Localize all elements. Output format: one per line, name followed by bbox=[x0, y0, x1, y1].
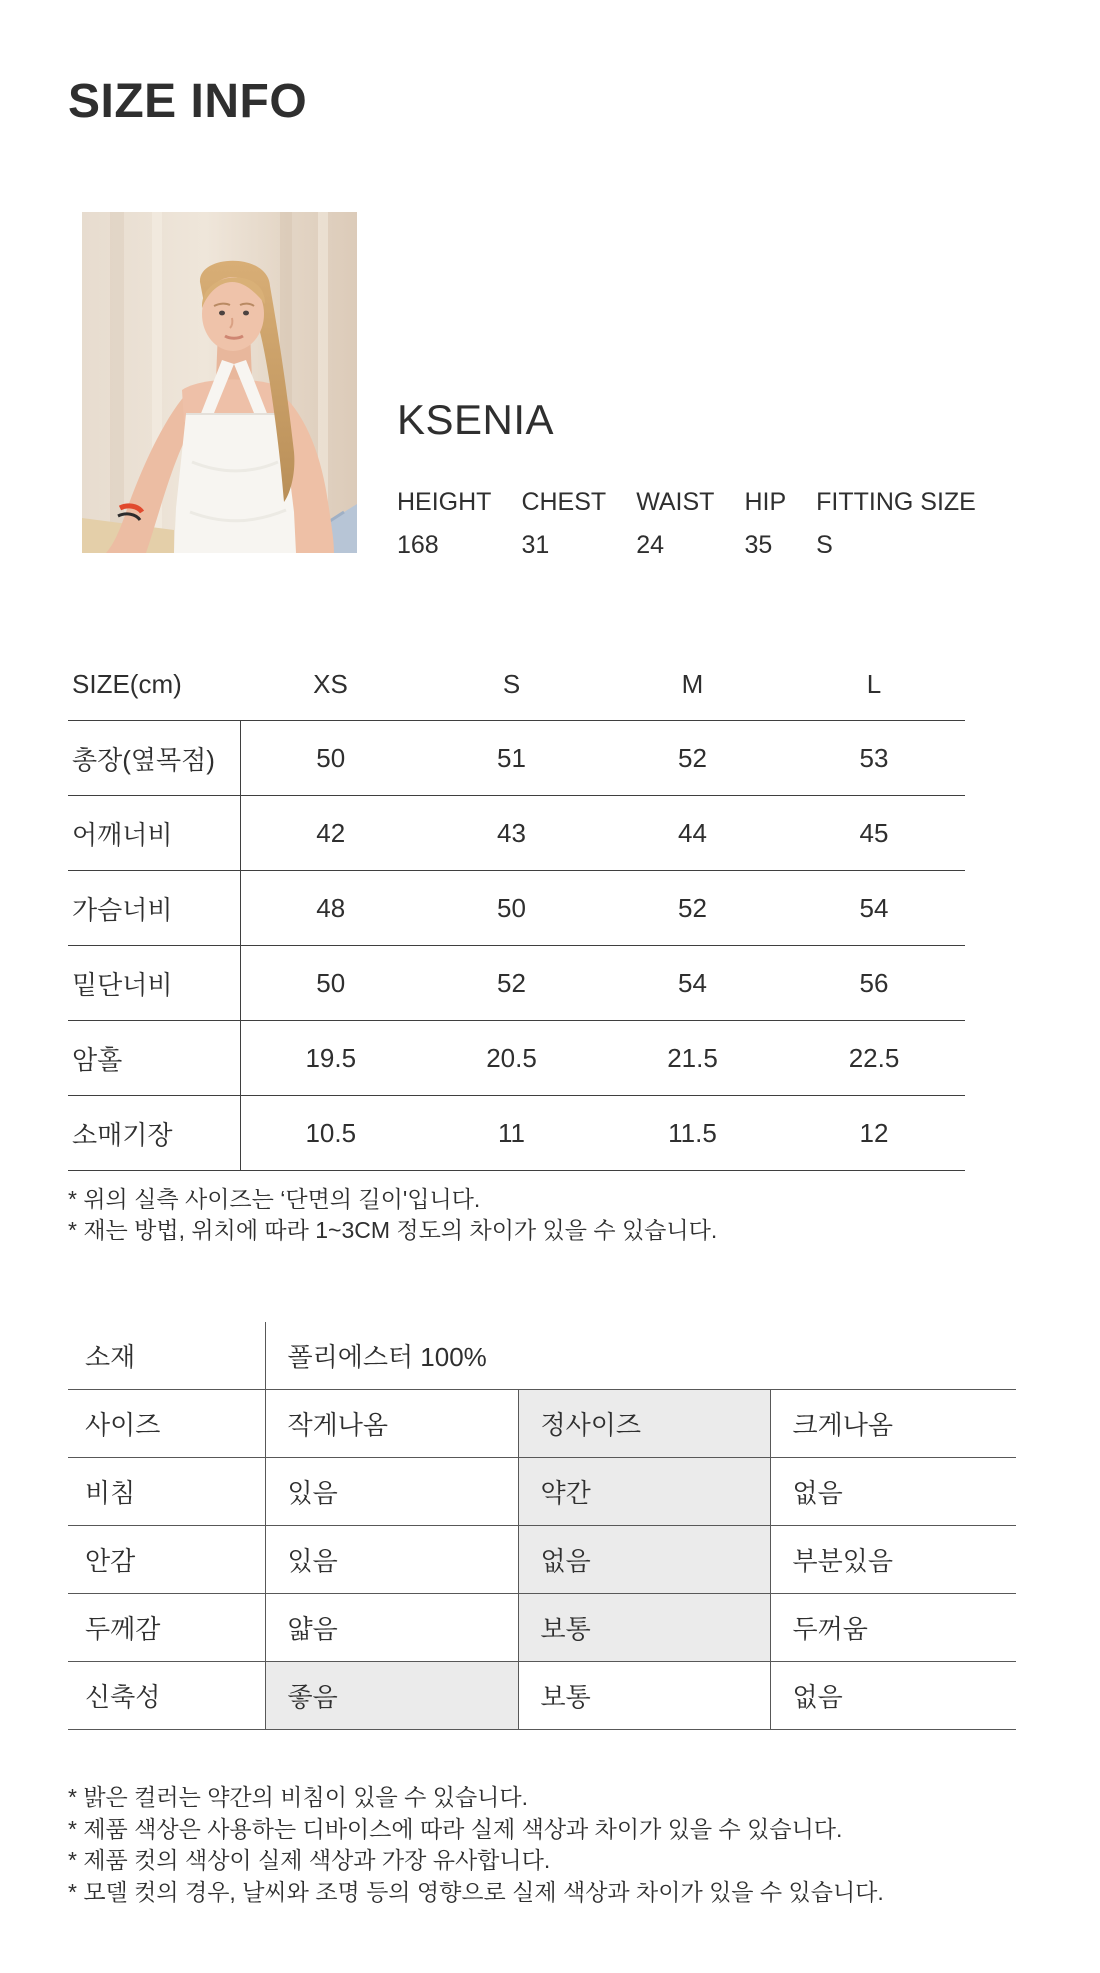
size-row-label: 가슴너비 bbox=[68, 871, 240, 946]
fabric-table bbox=[68, 1322, 1016, 1730]
size-cell: 12 bbox=[783, 1096, 965, 1171]
fabric-cell-highlighted: 정사이즈 bbox=[518, 1390, 770, 1458]
stat-label: CHEST bbox=[521, 488, 607, 516]
size-table-header-cell: SIZE(cm) bbox=[68, 648, 240, 721]
size-table-notes bbox=[68, 1184, 717, 1246]
size-cell: 22.5 bbox=[783, 1021, 965, 1096]
note-line: * 모델 컷의 경우, 날씨와 조명 등의 영향으로 실제 색상과 차이가 있을 수 있습니다. bbox=[68, 1878, 884, 1905]
stat-fitting-size bbox=[816, 488, 976, 560]
fabric-cell: 얇음 bbox=[265, 1594, 518, 1662]
size-table-header-cell: S bbox=[421, 648, 602, 721]
size-row-label: 어깨너비 bbox=[68, 796, 240, 871]
size-cell: 43 bbox=[421, 796, 602, 871]
size-cell: 20.5 bbox=[421, 1021, 602, 1096]
fabric-cell: 있음 bbox=[265, 1458, 518, 1526]
fabric-cell-highlighted: 약간 bbox=[518, 1458, 770, 1526]
table-row bbox=[68, 1390, 1016, 1458]
size-cell: 50 bbox=[240, 946, 421, 1021]
fabric-row-label: 신축성 bbox=[68, 1662, 265, 1730]
stat-label: HIP bbox=[744, 488, 787, 516]
note-line: * 재는 방법, 위치에 따라 1~3CM 정도의 차이가 있을 수 있습니다. bbox=[68, 1217, 718, 1243]
page-title: SIZE INFO bbox=[68, 75, 308, 128]
size-cell: 51 bbox=[421, 721, 602, 796]
size-table-header-cell: XS bbox=[240, 648, 421, 721]
table-row bbox=[68, 1021, 965, 1096]
table-row bbox=[68, 1322, 1016, 1390]
fabric-cell-highlighted: 없음 bbox=[518, 1526, 770, 1594]
size-table bbox=[68, 648, 965, 1171]
fabric-row-label: 비침 bbox=[68, 1458, 265, 1526]
note-line: * 제품 색상은 사용하는 디바이스에 따라 실제 색상과 차이가 있을 수 있습니다. bbox=[68, 1815, 843, 1842]
table-row bbox=[68, 1662, 1016, 1730]
fabric-row-label: 사이즈 bbox=[68, 1390, 265, 1458]
fabric-cell: 있음 bbox=[265, 1526, 518, 1594]
stat-value: 31 bbox=[521, 531, 550, 559]
table-row bbox=[68, 1096, 965, 1171]
size-cell: 11 bbox=[421, 1096, 602, 1171]
size-cell: 50 bbox=[240, 721, 421, 796]
size-cell: 42 bbox=[240, 796, 421, 871]
stat-value: 35 bbox=[744, 531, 773, 559]
table-row bbox=[68, 871, 965, 946]
table-row bbox=[68, 796, 965, 871]
size-row-label: 총장(옆목점) bbox=[68, 721, 240, 796]
size-cell: 54 bbox=[783, 871, 965, 946]
stat-value: 24 bbox=[636, 531, 664, 559]
fabric-cell-highlighted: 좋음 bbox=[265, 1662, 518, 1730]
size-cell: 44 bbox=[602, 796, 783, 871]
stat-chest bbox=[521, 488, 606, 560]
model-photo-illustration bbox=[82, 212, 357, 553]
size-cell: 48 bbox=[240, 871, 421, 946]
size-table-header-cell: M bbox=[602, 648, 783, 721]
size-cell: 53 bbox=[783, 721, 965, 796]
table-row bbox=[68, 1458, 1016, 1526]
size-row-label: 소매기장 bbox=[68, 1096, 240, 1171]
size-row-label: 밑단너비 bbox=[68, 946, 240, 1021]
fabric-row-label: 소재 bbox=[68, 1322, 265, 1390]
stat-value: S bbox=[816, 531, 833, 559]
size-cell: 45 bbox=[783, 796, 965, 871]
size-cell: 21.5 bbox=[602, 1021, 783, 1096]
fabric-row-label: 안감 bbox=[68, 1526, 265, 1594]
fabric-cell: 작게나옴 bbox=[265, 1390, 518, 1458]
fabric-cell: 두꺼움 bbox=[770, 1594, 1016, 1662]
fabric-cell-highlighted: 보통 bbox=[518, 1594, 770, 1662]
stat-label: FITTING SIZE bbox=[816, 488, 976, 516]
size-cell: 52 bbox=[421, 946, 602, 1021]
note-line: * 위의 실측 사이즈는 ‘단면의 길이'입니다. bbox=[68, 1186, 481, 1212]
size-cell: 19.5 bbox=[240, 1021, 421, 1096]
table-row bbox=[68, 1526, 1016, 1594]
fabric-cell: 보통 bbox=[518, 1662, 770, 1730]
note-line: * 밝은 컬러는 약간의 비침이 있을 수 있습니다. bbox=[68, 1784, 528, 1810]
stat-value: 168 bbox=[397, 531, 439, 559]
fabric-cell: 없음 bbox=[770, 1662, 1016, 1730]
fabric-cell: 부분있음 bbox=[770, 1526, 1016, 1594]
note-line: * 제품 컷의 색상이 실제 색상과 가장 유사합니다. bbox=[68, 1847, 551, 1873]
size-table-header-cell: L bbox=[783, 648, 965, 721]
model-name: KSENIA bbox=[397, 396, 555, 443]
size-table-header-row bbox=[68, 648, 965, 721]
size-cell: 50 bbox=[421, 871, 602, 946]
size-cell: 11.5 bbox=[602, 1096, 783, 1171]
model-photo bbox=[82, 212, 357, 553]
fabric-cell: 폴리에스터 100% bbox=[265, 1322, 1016, 1390]
stat-hip bbox=[744, 488, 786, 560]
stat-waist bbox=[636, 488, 714, 560]
stat-height bbox=[397, 488, 491, 560]
bottom-notes bbox=[68, 1782, 884, 1908]
model-stats bbox=[397, 488, 976, 560]
fabric-cell: 없음 bbox=[770, 1458, 1016, 1526]
table-row bbox=[68, 1594, 1016, 1662]
size-cell: 52 bbox=[602, 871, 783, 946]
stat-label: WAIST bbox=[636, 488, 715, 516]
fabric-row-label: 두께감 bbox=[68, 1594, 265, 1662]
size-cell: 54 bbox=[602, 946, 783, 1021]
size-cell: 10.5 bbox=[240, 1096, 421, 1171]
stat-label: HEIGHT bbox=[397, 488, 492, 516]
table-row bbox=[68, 946, 965, 1021]
size-cell: 52 bbox=[602, 721, 783, 796]
fabric-cell: 크게나옴 bbox=[770, 1390, 1016, 1458]
table-row bbox=[68, 721, 965, 796]
size-cell: 56 bbox=[783, 946, 965, 1021]
size-row-label: 암홀 bbox=[68, 1021, 240, 1096]
